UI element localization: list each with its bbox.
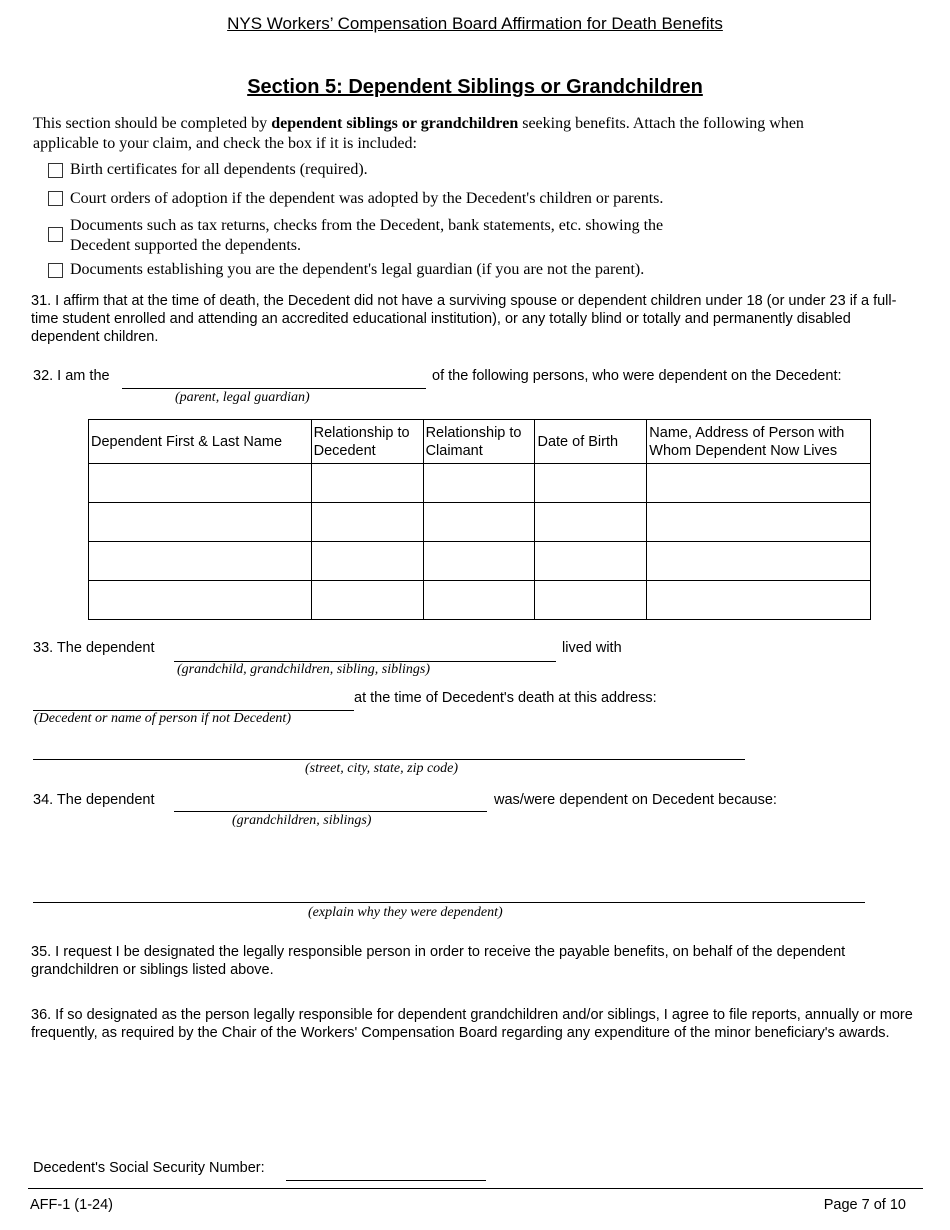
q34-post: was/were dependent on Decedent because:	[494, 792, 777, 808]
dependents-table	[88, 419, 871, 620]
question-35: 35. I request I be designated the legally responsible person in order to receive the payable benefits, on behalf of the dependent grandchildren or siblings listed above.	[31, 944, 846, 978]
table-cell[interactable]	[423, 581, 535, 620]
column-header: Dependent First & Last Name	[89, 420, 312, 464]
table-cell[interactable]	[535, 464, 647, 503]
question-31: 31. I affirm that at the time of death, the Decedent did not have a surviving spouse or dependent children under 18 (or under 23 if a full-time student enrolled and attending an accredited educational institution), or any totally blind or totally and permanently disabled dependent children.	[31, 293, 897, 345]
table-cell[interactable]	[89, 464, 312, 503]
q33-address-field[interactable]	[33, 759, 745, 760]
checkbox-label: Birth certificates for all dependents (required).	[70, 161, 368, 178]
q33-label: 33. The dependent	[33, 640, 155, 656]
table-cell[interactable]	[311, 542, 423, 581]
q34-label: 34. The dependent	[33, 792, 155, 808]
checkbox-court-orders[interactable]	[48, 191, 63, 206]
table-cell[interactable]	[311, 581, 423, 620]
checkbox-label: Documents such as tax returns, checks from the Decedent, bank statements, etc. showing the Decedent supported the dependents.	[70, 217, 664, 254]
intro-pre: This section should be completed by	[33, 115, 272, 132]
q32-hint: (parent, legal guardian)	[175, 390, 310, 405]
table-row	[89, 503, 871, 542]
footer-divider	[28, 1188, 923, 1189]
table-cell[interactable]	[535, 542, 647, 581]
table-cell[interactable]	[89, 503, 312, 542]
table-cell[interactable]	[647, 581, 871, 620]
q34-explanation-hint: (explain why they were dependent)	[308, 905, 503, 920]
table-cell[interactable]	[311, 464, 423, 503]
q34-dependent-field[interactable]	[174, 811, 487, 812]
table-cell[interactable]	[423, 464, 535, 503]
table-row	[89, 542, 871, 581]
section-title: Section 5: Dependent Siblings or Grandchildren	[247, 76, 703, 98]
column-header: Relationship to Decedent	[311, 420, 423, 464]
q33-address-hint: (street, city, state, zip code)	[305, 761, 459, 776]
table-cell[interactable]	[89, 581, 312, 620]
table-cell[interactable]	[423, 542, 535, 581]
checkbox-label: Court orders of adoption if the dependent was adopted by the Decedent's children or parents.	[70, 190, 664, 207]
ssn-field[interactable]	[286, 1180, 486, 1181]
checkbox-label: Documents establishing you are the dependent's legal guardian (if you are not the parent).	[70, 261, 645, 278]
table-cell[interactable]	[647, 542, 871, 581]
q32-label-post: of the following persons, who were dependent on the Decedent:	[432, 368, 842, 384]
intro-text	[33, 114, 873, 154]
q33-lived-with: lived with	[562, 640, 622, 656]
q34-hint: (grandchildren, siblings)	[232, 813, 372, 828]
page-number: Page 7 of 10	[823, 1197, 906, 1213]
table-row	[89, 464, 871, 503]
question-36: 36. If so designated as the person legally responsible for dependent grandchildren and/or siblings, I agree to file reports, annually or more frequently, as required by the Chair of the Workers' Compensation Board regarding any expenditure of the minor beneficiary's awards.	[31, 1007, 913, 1041]
table-cell[interactable]	[535, 503, 647, 542]
table-cell[interactable]	[89, 542, 312, 581]
ssn-label: Decedent's Social Security Number:	[33, 1160, 265, 1176]
intro-post: seeking benefits. Attach the following when applicable to your claim, and check the box if it is included:	[33, 115, 804, 152]
q34-explanation-field[interactable]	[33, 902, 865, 903]
q33-post: at the time of Decedent's death at this address:	[354, 690, 657, 706]
column-header: Relationship to Claimant	[423, 420, 535, 464]
q33-person-hint: (Decedent or name of person if not Decedent)	[34, 711, 291, 726]
document-header: NYS Workers’ Compensation Board Affirmation for Death Benefits	[227, 14, 723, 33]
form-id: AFF-1 (1-24)	[30, 1197, 113, 1213]
q32-relationship-field[interactable]	[122, 388, 426, 389]
column-header: Name, Address of Person with Whom Dependent Now Lives	[647, 420, 871, 464]
table-cell[interactable]	[535, 581, 647, 620]
table-cell[interactable]	[647, 464, 871, 503]
q33-hint: (grandchild, grandchildren, sibling, siblings)	[177, 662, 431, 677]
checkbox-guardian-documents[interactable]	[48, 263, 63, 278]
table-cell[interactable]	[423, 503, 535, 542]
checkbox-support-documents[interactable]	[48, 227, 63, 242]
column-header: Date of Birth	[535, 420, 647, 464]
table-row	[89, 581, 871, 620]
intro-bold: dependent siblings or grandchildren	[271, 115, 519, 132]
table-cell[interactable]	[647, 503, 871, 542]
q32-label: 32. I am the	[33, 368, 110, 384]
checkbox-birth-certificates[interactable]	[48, 163, 63, 178]
table-header-row	[89, 420, 871, 464]
table-cell[interactable]	[311, 503, 423, 542]
